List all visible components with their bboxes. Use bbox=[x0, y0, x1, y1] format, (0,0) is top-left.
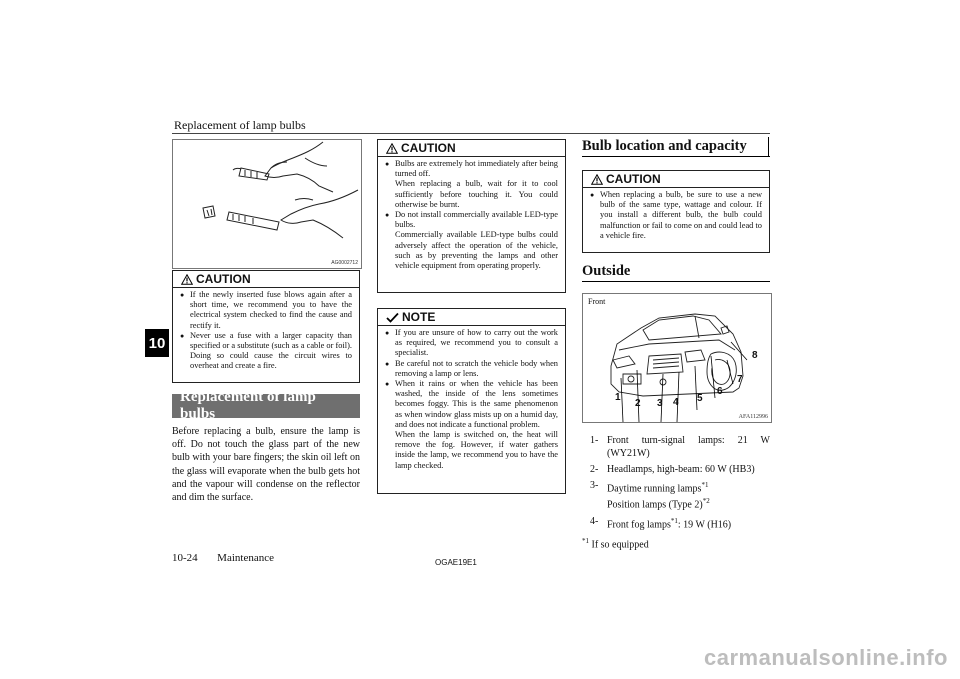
caution-header bbox=[378, 140, 565, 157]
bulb-list-number: 4- bbox=[590, 515, 599, 527]
header-rule bbox=[172, 133, 770, 134]
bulb-list-text: Front fog lamps bbox=[607, 518, 671, 530]
callout-8: 8 bbox=[752, 350, 758, 361]
caution-box-bulbs bbox=[377, 139, 566, 293]
caution-item bbox=[385, 159, 558, 210]
caution-heading: CAUTION bbox=[196, 272, 251, 286]
figure-code: AG0002712 bbox=[331, 260, 358, 266]
callout-4: 4 bbox=[673, 397, 679, 408]
figure-code: AFA112996 bbox=[738, 414, 768, 420]
caution-box-fuse bbox=[172, 270, 360, 383]
section-title-rule-right bbox=[768, 137, 769, 157]
bulb-list-item bbox=[590, 463, 770, 476]
caution-heading: CAUTION bbox=[606, 172, 661, 186]
caution-item-text: When replacing a bulb, be sure to use a new bulb of the same type, wattage and colour. If you install a different bulb, the bulb could malfunction or fail to come on and could lead to a vehicle fire. bbox=[600, 190, 762, 240]
bullet-icon: ● bbox=[180, 331, 185, 340]
footnote-ref: *1 bbox=[701, 481, 709, 489]
bullet-icon: ● bbox=[590, 191, 595, 199]
caution-heading: CAUTION bbox=[401, 141, 456, 155]
section-heading-bar: Replacement of lamp bulbs bbox=[172, 394, 360, 418]
bulb-location-title bbox=[582, 137, 770, 157]
footnote-ref: *2 bbox=[702, 497, 710, 506]
note-item-text: If you are unsure of how to carry out the work as required, we recommend you to consult a specialist. bbox=[395, 328, 558, 358]
front-label: Front bbox=[588, 297, 606, 306]
note-item bbox=[385, 359, 558, 379]
caution-item bbox=[385, 210, 558, 271]
warning-triangle-icon bbox=[591, 174, 603, 185]
bulb-list-number: 1- bbox=[590, 435, 599, 446]
bullet-icon: ● bbox=[385, 160, 390, 168]
caution-item-text: Bulbs are extremely hot immediately after being turned off. When replacing a bulb, wait for it to cool sufficiently before touching it. You could otherwise be burnt. bbox=[395, 159, 558, 209]
caution-item bbox=[590, 190, 762, 241]
callout-5: 5 bbox=[697, 393, 703, 404]
caution-item-text: Never use a fuse with a larger capacity than specified or a substitute (such as a cable or foil). Doing so could cause the circuit wires to overheat and create a fire. bbox=[190, 330, 352, 371]
note-header bbox=[378, 309, 565, 326]
caution-item-text: Do not install commercially available LED-type bulbs. Commercially available LED-type bulbs could adversely affect the operation of the vehicle, such as by preventing the lamps and other vehicle equipment from operating properly. bbox=[395, 210, 558, 271]
callout-6: 6 bbox=[717, 386, 723, 397]
warning-triangle-icon bbox=[386, 143, 398, 154]
page-number: 10-24 bbox=[172, 552, 198, 564]
callout-3: 3 bbox=[657, 398, 663, 409]
warning-triangle-icon bbox=[181, 274, 193, 285]
fuse-puller-illustration bbox=[173, 140, 361, 268]
caution-item bbox=[180, 290, 352, 331]
caution-header bbox=[173, 271, 359, 288]
bulb-list-text: Front turn-signal lamps: 21 W (WY21W) bbox=[607, 435, 770, 459]
note-item-text: Be careful not to scratch the vehicle body when removing a lamp or lens. bbox=[395, 358, 558, 378]
bullet-icon: ● bbox=[385, 380, 390, 389]
bulb-list bbox=[590, 434, 770, 531]
bulb-list-item bbox=[590, 434, 770, 460]
caution-item-text: If the newly inserted fuse blows again after a short time, we recommend you to have the electrical system checked to find the cause and rectify it. bbox=[190, 290, 352, 330]
outside-title-text: Outside bbox=[582, 263, 631, 279]
caution-item bbox=[180, 331, 352, 372]
document-code: OGAE19E1 bbox=[435, 558, 477, 567]
note-check-icon bbox=[386, 312, 399, 323]
note-item bbox=[385, 379, 558, 471]
note-item-text: When it rains or when the vehicle has been washed, the inside of the lens sometimes becomes foggy. This is the same phenomenon as when window glass mists up on a humid day, and does not indicate a functional problem. When the lamp is switched on, the heat will remove the fog. However, if water gathers inside the lamp, we recommend you to have the lamp checked. bbox=[395, 379, 558, 470]
note-box bbox=[377, 308, 566, 494]
callout-2: 2 bbox=[635, 398, 641, 409]
caution-header bbox=[583, 171, 769, 188]
bulb-list-number: 3- bbox=[590, 480, 599, 491]
fuse-puller-figure bbox=[172, 139, 362, 269]
bulb-list-text: Daytime running lamps bbox=[607, 483, 702, 495]
bullet-icon: ● bbox=[385, 359, 390, 368]
caution-body bbox=[378, 157, 565, 274]
callout-7: 7 bbox=[737, 374, 743, 385]
note-heading: NOTE bbox=[402, 310, 436, 324]
bulb-list-text: Headlamps, high-beam: 60 W (HB3) bbox=[607, 464, 755, 475]
bulb-list-item bbox=[590, 515, 770, 531]
caution-box-replacement bbox=[582, 170, 770, 253]
bulb-list-number: 2- bbox=[590, 464, 599, 475]
caution-body bbox=[173, 288, 359, 375]
footer-section: Maintenance bbox=[217, 552, 274, 564]
vehicle-front-figure bbox=[582, 293, 772, 423]
bulb-list-text-block bbox=[607, 515, 770, 531]
intro-paragraph: Before replacing a bulb, ensure the lamp is off. Do not touch the glass part of the new bulb with your bare fingers; the skin oil left on the glass will evaporate when the bulb gets hot and the vapour will condense on the reflector and dim the surface. bbox=[172, 426, 360, 504]
bullet-icon: ● bbox=[180, 291, 185, 299]
note-body bbox=[378, 326, 565, 474]
footnote-mark: *1 bbox=[582, 537, 589, 545]
bullet-icon: ● bbox=[385, 211, 390, 220]
bulb-list-item bbox=[590, 479, 770, 512]
footnote-text: If so equipped bbox=[591, 539, 649, 551]
watermark: carmanualsonline.info bbox=[704, 645, 948, 670]
callout-1: 1 bbox=[615, 392, 621, 403]
note-item bbox=[385, 328, 558, 359]
bulb-list-text-block bbox=[607, 479, 770, 512]
bulb-location-title-text: Bulb location and capacity bbox=[582, 138, 747, 154]
chapter-tab: 10 bbox=[145, 329, 169, 357]
page-header-title: Replacement of lamp bulbs bbox=[174, 118, 306, 132]
bulb-list-text-line2: Position lamps (Type 2) bbox=[607, 499, 703, 511]
outside-title bbox=[582, 262, 770, 282]
page-footer bbox=[172, 552, 274, 564]
caution-body bbox=[583, 188, 769, 244]
bulb-list-text-after: : 19 W (H16) bbox=[677, 518, 732, 530]
bullet-icon: ● bbox=[385, 329, 390, 337]
footnote bbox=[582, 537, 649, 550]
footnote-ref: *1 bbox=[670, 516, 678, 525]
